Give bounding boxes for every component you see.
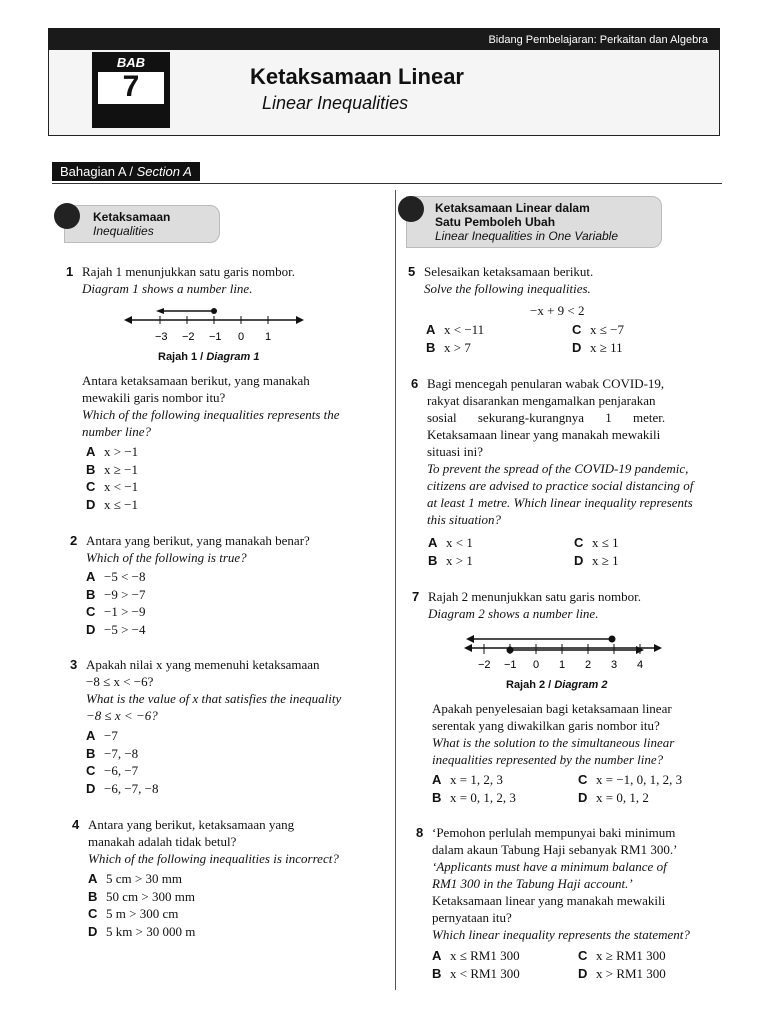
topic-bullet-icon [398, 196, 424, 222]
option-a[interactable] [86, 727, 159, 745]
ask-line: What is the solution to the simultaneous linear [432, 735, 675, 750]
question-text-ms: Rajah 1 menunjukkan satu garis nombor. [82, 264, 296, 279]
option-b[interactable] [88, 888, 195, 906]
option-a[interactable] [86, 568, 146, 586]
question-number: 8 [416, 825, 424, 840]
option-d[interactable] [572, 339, 623, 357]
learning-area: Bidang Pembelajaran: Perkaitan dan Algebra [488, 34, 708, 46]
option-text: x < RM1 300 [450, 965, 520, 981]
question-text-ms: Rajah 2 menunjukkan satu garis nombor. [428, 589, 642, 604]
option-letter: B [432, 789, 442, 805]
tick-label: 0 [533, 659, 540, 671]
diagram-1-caption [158, 351, 260, 363]
option-a[interactable] [88, 870, 195, 888]
question-text-en: Diagram 1 shows a number line. [82, 281, 253, 296]
option-letter: B [86, 461, 96, 477]
question-text-ms: Ketaksamaan linear yang manakah mewakili [427, 427, 661, 442]
option-c[interactable] [88, 905, 195, 923]
option-text: 5 cm > 30 mm [106, 871, 182, 886]
question-6 [411, 375, 723, 528]
question-text-en: this situation? [427, 512, 502, 527]
option-letter: D [86, 496, 96, 512]
question-text-en: Solve the following inequalities. [424, 281, 591, 296]
ask-line: Antara ketaksamaan berikut, yang manakah [82, 373, 310, 388]
question-text-ms: manakah adalah tidak betul? [88, 834, 237, 849]
option-text: −7 [104, 728, 118, 743]
option-text: x = 0, 1, 2 [596, 789, 649, 805]
question-text-ms: Apakah nilai x yang memenuhi ketaksamaan [86, 657, 320, 672]
question-4-options [88, 870, 195, 940]
option-text: x = 1, 2, 3 [450, 772, 503, 787]
question-1-ask [82, 372, 382, 440]
option-letter: A [428, 535, 438, 550]
question-7 [412, 588, 728, 622]
topic-title: Ketaksamaan [93, 210, 171, 224]
question-text-ms: sosial sekurang-kurangnya 1 meter. [427, 410, 666, 425]
option-letter: A [432, 948, 442, 963]
chapter-title: Ketaksamaan Linear [250, 64, 464, 89]
option-letter: D [86, 621, 96, 637]
question-text-en: Which linear inequality represents the statement? [432, 927, 690, 942]
question-6-options [428, 534, 728, 569]
option-b[interactable] [426, 339, 572, 357]
expression: −x + 9 < 2 [530, 303, 585, 318]
question-text-en: −8 ≤ x < −6? [86, 708, 158, 723]
option-text: x ≤ −1 [104, 496, 138, 512]
option-c[interactable] [574, 534, 619, 552]
topic-title: Satu Pemboleh Ubah [435, 215, 556, 229]
arrow-left-icon [124, 316, 132, 324]
option-c[interactable] [578, 771, 682, 789]
question-number: 6 [411, 376, 419, 391]
arrow-right-icon [296, 316, 304, 324]
option-text: x > −1 [104, 444, 139, 459]
question-text-en: RM1 300 in the Tabung Haji account.’ [432, 876, 633, 891]
option-text: x = 0, 1, 2, 3 [450, 789, 516, 805]
option-a[interactable] [86, 443, 138, 461]
number-line-diagram-1 [122, 306, 308, 344]
option-d[interactable] [578, 965, 666, 983]
tick-label: 1 [559, 659, 566, 671]
caption-ms: Rajah 1 / [158, 351, 204, 363]
question-text-en: Which of the following is true? [86, 550, 247, 565]
section-label-ms: Bahagian A / [60, 164, 134, 179]
question-3-options [86, 727, 159, 797]
option-letter: D [574, 552, 584, 568]
option-text: 5 m > 300 cm [106, 906, 179, 921]
topic-bullet-icon [54, 203, 80, 229]
caption-en: Diagram 2 [554, 679, 608, 691]
option-b[interactable] [432, 789, 578, 807]
question-text-en: What is the value of x that satisfies the inequality [86, 691, 342, 706]
option-letter: B [88, 888, 98, 904]
option-letter: D [578, 965, 588, 981]
option-letter: A [86, 728, 96, 743]
option-text: −7, −8 [104, 745, 139, 761]
section-label-en: Section A [136, 164, 192, 179]
option-text: x ≤ −7 [590, 322, 624, 337]
option-letter: C [86, 763, 96, 778]
option-text: −5 > −4 [104, 621, 146, 637]
ray-arrow-icon [156, 308, 164, 314]
closed-dot-icon [609, 636, 616, 643]
topic-subtitle: Inequalities [93, 224, 154, 238]
option-text: x = −1, 0, 1, 2, 3 [596, 772, 683, 787]
question-1-options [86, 443, 138, 513]
ask-line: Apakah penyelesaian bagi ketaksamaan linear [432, 701, 672, 716]
chapter-label: BAB [116, 55, 146, 70]
option-text: x ≥ −1 [104, 461, 138, 477]
question-7-ask [432, 700, 728, 768]
option-c[interactable] [86, 762, 159, 780]
tick-label: −1 [504, 659, 517, 671]
question-2-options [86, 568, 146, 638]
topic-subtitle: Linear Inequalities in One Variable [435, 229, 619, 243]
option-text: −9 > −7 [104, 586, 146, 602]
ask-line: Which of the following inequalities represents the [82, 407, 340, 422]
option-letter: A [88, 871, 98, 886]
option-d[interactable] [574, 552, 619, 570]
caption-en: Diagram 1 [206, 351, 260, 363]
ask-line: inequalities represented by the number line? [432, 752, 664, 767]
option-letter: C [578, 772, 588, 787]
option-letter: A [86, 569, 96, 584]
option-c[interactable] [86, 478, 138, 496]
option-text: x ≤ RM1 300 [450, 948, 520, 963]
option-letter: C [578, 948, 588, 963]
question-text-en: Diagram 2 shows a number line. [428, 606, 599, 621]
option-text: 5 km > 30 000 m [106, 923, 196, 939]
option-text: x ≥ 1 [592, 552, 619, 568]
question-text-ms: situasi ini? [427, 444, 483, 459]
option-text: x < −11 [444, 322, 485, 337]
option-letter: C [572, 322, 582, 337]
question-number: 1 [66, 264, 74, 279]
column-divider [395, 190, 396, 990]
question-text-en: at least 1 metre. Which linear inequality represents [427, 495, 693, 510]
option-text: −5 < −8 [104, 569, 146, 584]
arrow-left-icon [464, 644, 472, 652]
tick-label: −2 [182, 331, 195, 343]
option-d[interactable] [88, 923, 195, 941]
option-text: 50 cm > 300 mm [106, 888, 195, 904]
question-text-ms: pernyataan itu? [432, 910, 512, 925]
option-d[interactable] [86, 780, 159, 798]
option-letter: C [88, 906, 98, 921]
arrow-right-icon [654, 644, 662, 652]
question-number: 4 [72, 817, 80, 832]
question-text-ms: ‘Pemohon perlulah mempunyai baki minimum [432, 825, 676, 840]
option-letter: A [426, 322, 436, 337]
ask-line: mewakili garis nombor itu? [82, 390, 226, 405]
option-text: x < −1 [104, 479, 139, 494]
option-d[interactable] [86, 496, 138, 514]
option-a[interactable] [432, 771, 578, 789]
topic-title: Ketaksamaan Linear dalam [435, 201, 590, 215]
question-text-ms: Ketaksamaan linear yang manakah mewakili [432, 893, 666, 908]
question-text-ms: Antara yang berikut, yang manakah benar? [86, 533, 310, 548]
option-a[interactable] [428, 534, 574, 552]
question-8 [416, 824, 728, 943]
question-text-en: citizens are advised to practice social distancing of [427, 478, 694, 493]
option-text: −6, −7 [104, 763, 139, 778]
question-text-ms: dalam akaun Tabung Haji sebanyak RM1 300.’ [432, 842, 678, 857]
question-4 [72, 816, 388, 867]
question-2 [70, 532, 386, 566]
question-number: 2 [70, 533, 78, 548]
question-text-ms: rakyat disarankan mengamalkan penjarakan [427, 393, 656, 408]
ray-arrow-icon [466, 635, 474, 643]
question-5-options [426, 321, 726, 356]
option-b[interactable] [428, 552, 574, 570]
option-b[interactable] [86, 586, 146, 604]
tick-label: 0 [238, 331, 245, 343]
option-text: x > 1 [446, 552, 473, 568]
option-d[interactable] [578, 789, 649, 807]
tick-label: −1 [209, 331, 222, 343]
diagram-2-caption [506, 679, 608, 691]
option-letter: C [86, 604, 96, 619]
number-line-diagram-2 [462, 630, 666, 672]
question-number: 3 [70, 657, 78, 672]
option-a[interactable] [426, 321, 572, 339]
topic-inequalities [64, 205, 220, 243]
option-letter: D [88, 923, 98, 939]
option-letter: A [86, 444, 96, 459]
option-d[interactable] [86, 621, 146, 639]
question-text-ms: Antara yang berikut, ketaksamaan yang [88, 817, 295, 832]
option-letter: C [86, 479, 96, 494]
question-1 [66, 263, 382, 297]
question-number: 7 [412, 589, 420, 604]
option-letter: D [578, 789, 588, 805]
section-rule [52, 183, 722, 184]
option-text: x ≥ RM1 300 [596, 948, 666, 963]
tick-label: 1 [265, 331, 272, 343]
option-letter: B [426, 339, 436, 355]
option-text: x > RM1 300 [596, 965, 666, 981]
tick-label: 2 [585, 659, 592, 671]
question-text-ms: Bagi mencegah penularan wabak COVID-19, [427, 376, 665, 391]
tick-label: 4 [637, 659, 644, 671]
chapter-number: 7 [122, 70, 140, 103]
tick-label: −2 [478, 659, 491, 671]
option-text: x > 7 [444, 339, 471, 355]
question-text-en: To prevent the spread of the COVID-19 pandemic, [427, 461, 689, 476]
option-text: −1 > −9 [104, 604, 146, 619]
question-text-ms: Selesaikan ketaksamaan berikut. [424, 264, 594, 279]
chapter-subtitle: Linear Inequalities [262, 93, 409, 113]
question-text-ms: −8 ≤ x < −6? [86, 674, 154, 689]
question-3 [70, 656, 386, 724]
option-a[interactable] [432, 947, 578, 965]
question-number: 5 [408, 264, 416, 279]
option-text: x < 1 [446, 535, 473, 550]
option-text: x ≥ 11 [590, 339, 623, 355]
option-letter: A [432, 772, 442, 787]
closed-dot-icon [211, 308, 217, 314]
option-letter: D [572, 339, 582, 355]
topic-linear-inequalities [406, 196, 662, 248]
option-c[interactable] [86, 603, 146, 621]
ask-line: number line? [82, 424, 151, 439]
option-letter: B [86, 586, 96, 602]
question-8-options [432, 947, 732, 982]
option-b[interactable] [86, 745, 159, 763]
option-letter: B [432, 965, 442, 981]
option-c[interactable] [572, 321, 624, 339]
question-text-en: ‘Applicants must have a minimum balance of [432, 859, 667, 874]
tick-label: −3 [155, 331, 168, 343]
option-text: x ≤ 1 [592, 535, 619, 550]
question-5 [408, 263, 724, 297]
ask-line: serentak yang diwakilkan garis nombor itu? [432, 718, 660, 733]
option-letter: D [86, 780, 96, 796]
question-7-options [432, 771, 732, 806]
option-letter: C [574, 535, 584, 550]
tick-label: 3 [611, 659, 618, 671]
section-tag [52, 162, 200, 181]
option-c[interactable] [578, 947, 666, 965]
caption-ms: Rajah 2 / [506, 679, 552, 691]
option-letter: B [428, 552, 438, 568]
option-b[interactable] [432, 965, 578, 983]
option-letter: B [86, 745, 96, 761]
question-text-en: Which of the following inequalities is incorrect? [88, 851, 339, 866]
option-text: −6, −7, −8 [104, 780, 159, 796]
option-b[interactable] [86, 461, 138, 479]
